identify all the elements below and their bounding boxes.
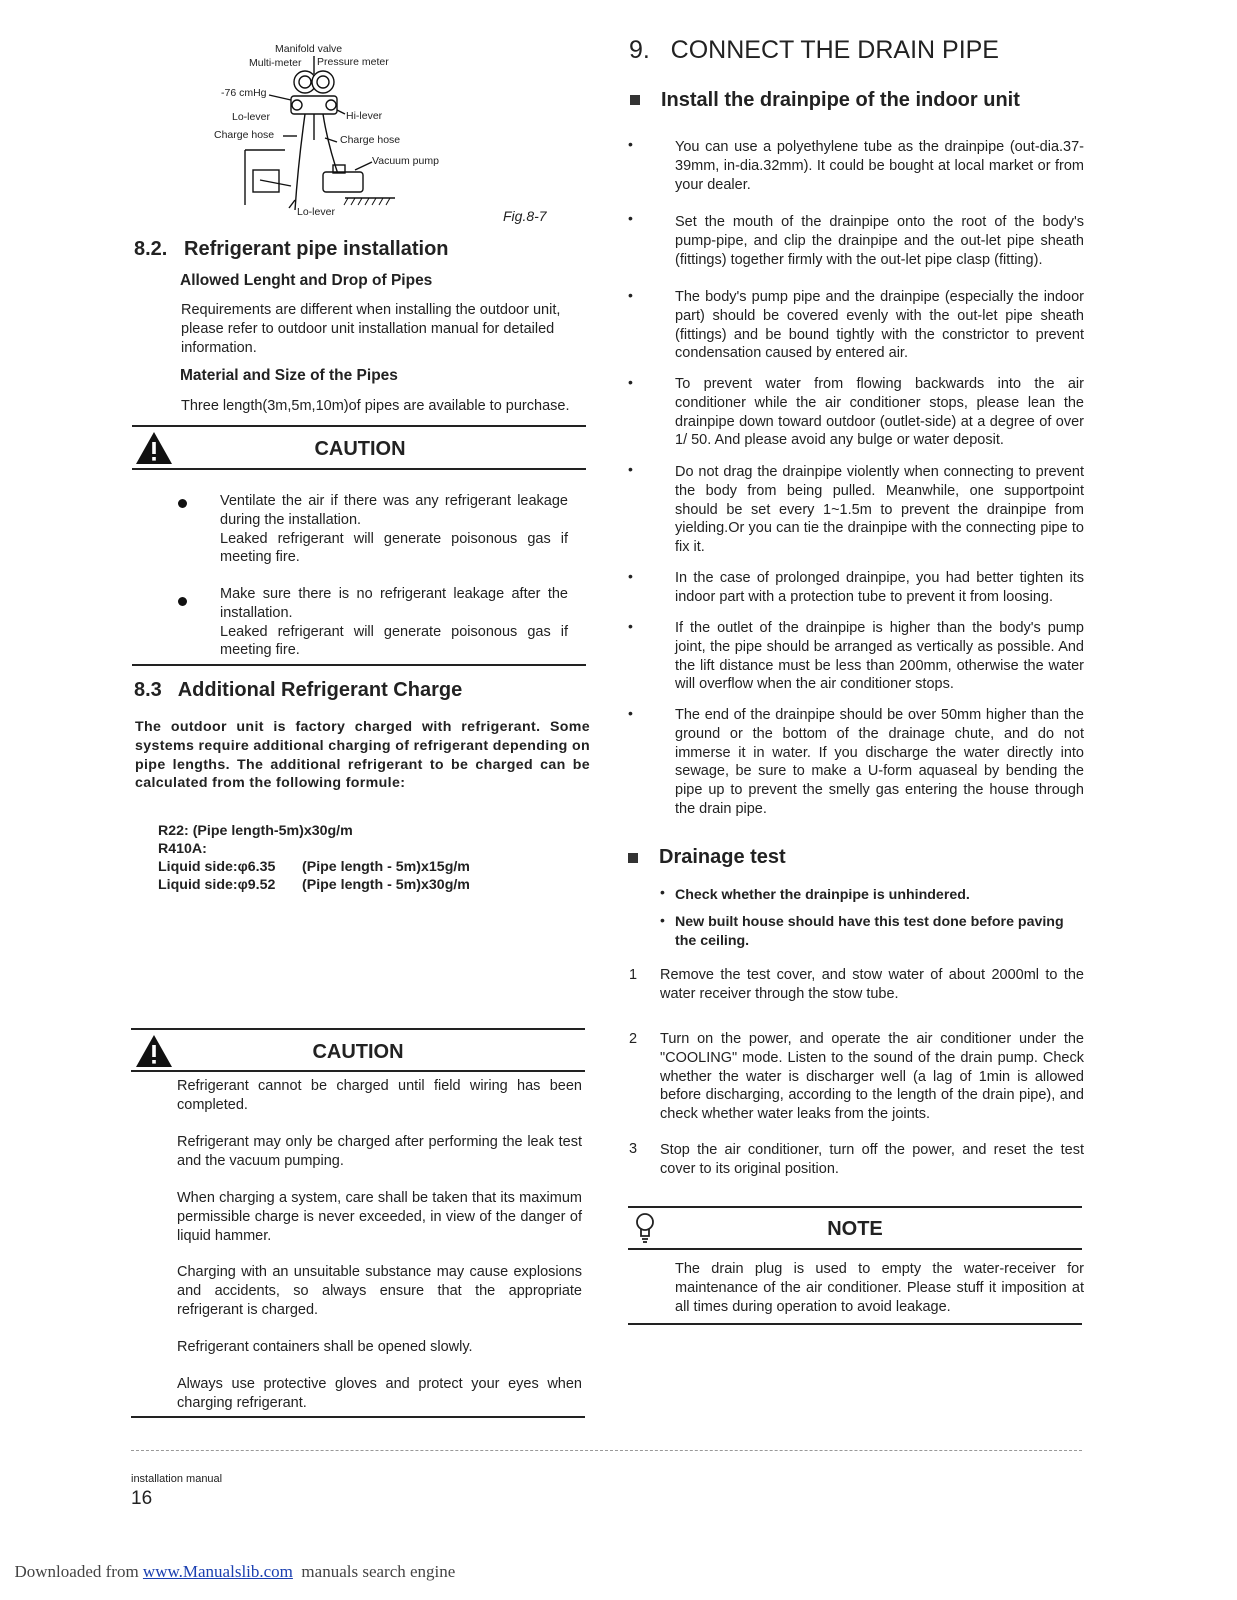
label-multi-meter: Multi-meter [249,57,302,69]
caution1-item-1: Ventilate the air if there was any refrigerant leakage during the installation. Leaked refrigerant will generate poisonous gas if meeting fire. [220,493,568,566]
caution2-paragraph-6: Always use protective gloves and protect your eyes when charging refrigerant. [177,1376,582,1411]
bullet-icon: • [660,912,665,928]
install-item-6: In the case of prolonged drainpipe, you had better tighten its indoor part with a protection tube to prevent it from loosing. [675,570,1084,605]
material-size-text: Three length(3m,5m,10m)of pipes are available to purchase. [181,398,570,414]
caution1-title-rule [132,468,586,470]
install-drainpipe-heading: Install the drainpipe of the indoor unit [661,89,1020,111]
bullet-dot [178,597,187,606]
footer-manual-label: installation manual [131,1473,223,1485]
square-bullet-icon [630,95,640,105]
download-prefix: Downloaded from [14,1562,143,1581]
liquid-side-2-value: (Pipe length - 5m)x30g/m [302,877,470,893]
manifold-diagram [205,40,465,230]
bullet-icon: • [628,210,633,226]
warning-icon [134,430,174,466]
section-8-2-title: 8.2. Refrigerant pipe installation [134,238,449,260]
step-text-1: Remove the test cover, and stow water of about 2000ml to the water receiver through the stow tube. [660,967,1084,1002]
step-text-3: Stop the air conditioner, turn off the power, and reset the test cover to its original position. [660,1142,1084,1177]
step-text-2: Turn on the power, and operate the air conditioner under the "COOLING" mode. Listen to the sound of the drain pump. Check whether the water is discharger well (a lag of 1min is allowed before discharging, according to the length of the drain pipe), and check whether water leaks from the joints. [660,1031,1084,1123]
step-number-1: 1 [629,967,638,983]
bullet-icon: • [628,618,633,634]
drainage-test-bullet-2: New built house should have this test done before paving the ceiling. [675,914,1064,949]
manualslib-link[interactable]: www.Manualslib.com [142,1562,293,1581]
caution2-title: CAUTION [312,1041,404,1063]
material-size-heading: Material and Size of the Pipes [180,367,398,384]
lightbulb-icon [634,1212,656,1246]
drainage-test-heading: Drainage test [659,846,786,868]
step-number-2: 2 [629,1031,638,1047]
warning-icon [134,1033,174,1069]
bullet-dot [178,499,187,508]
drainage-test-bullet-1: Check whether the drainpipe is unhindered. [675,887,970,903]
page-number: 16 [131,1488,153,1509]
caution2-paragraph-5: Refrigerant containers shall be opened slowly. [177,1339,473,1355]
caution2-paragraph-2: Refrigerant may only be charged after performing the leak test and the vacuum pumping. [177,1134,582,1169]
label-charge-hose-right: Charge hose [340,134,401,146]
caution2-paragraph-3: When charging a system, care shall be taken that its maximum permissible charge is never exceeded, in view of the danger of liquid hammer. [177,1190,582,1244]
install-item-2: Set the mouth of the drainpipe onto the root of the body's pump-pipe, and clip the drainpipe and the out-let pipe sheath (fittings) together firmly with the out-let pipe clasp (fitting). [675,214,1084,268]
download-suffix: manuals search engine [292,1562,456,1581]
bullet-icon: • [628,461,633,477]
bullet-icon: • [628,136,633,152]
caution1-title: CAUTION [314,438,406,460]
label-manifold-valve: Manifold valve [275,43,343,55]
formula-r22: R22: (Pipe length-5m)x30g/m [158,823,353,839]
formula-r410a: R410A: [158,841,207,857]
caution1-bottom-rule [132,664,586,666]
label-lo-lever-bottom: Lo-lever [297,206,335,218]
liquid-side-1-value: (Pipe length - 5m)x15g/m [302,859,470,875]
square-bullet-icon [628,853,638,863]
caution2-bottom-rule [131,1416,585,1418]
install-item-5: Do not drag the drainpipe violently when connecting to prevent the body from being pulled. Meanwhile, one supportpoint should be set every 1~1.5m to prevent the drainpipe from yielding.Or you can tie the drainpipe with the connecting pipe to fix it. [675,464,1084,556]
label-vacuum-reading: -76 cmHg [221,87,267,99]
install-item-7: If the outlet of the drainpipe is higher than the body's pump joint, the pipe should be arranged as vertically as possible. And the lift distance must be less than 200mm, otherwise the water will overflow when the air conditioner stops. [675,620,1084,693]
bullet-icon: • [628,287,633,303]
section-8-3-intro: The outdoor unit is factory charged with refrigerant. Some systems require additional charging of refrigerant depending on pipe lengths. The additional refrigerant to be charged can be calculated from the following formule: [135,719,590,792]
caution1-top-rule [132,425,586,427]
liquid-side-1-label: Liquid side:φ6.35 [158,859,276,875]
label-charge-hose-left: Charge hose [214,129,275,141]
section-8-3-title: 8.3 Additional Refrigerant Charge [134,679,463,701]
note-title: NOTE [827,1218,883,1240]
allowed-length-heading: Allowed Lenght and Drop of Pipes [180,272,433,289]
label-vacuum-pump: Vacuum pump [372,155,439,167]
label-pressure-meter: Pressure meter [317,56,389,68]
caution2-title-rule [131,1070,585,1072]
note-text: The drain plug is used to empty the water-receiver for maintenance of the air conditioner. Please stuff it imposition at all times during operation to avoid leakage. [675,1261,1084,1315]
footer-dashed-divider [131,1450,1082,1451]
caution2-paragraph-4: Charging with an unsuitable substance may cause explosions and accidents, so always ensure that the appropriate refrigerant is charged. [177,1264,582,1318]
step-number-3: 3 [629,1141,638,1157]
caution2-paragraph-1: Refrigerant cannot be charged until field wiring has been completed. [177,1078,582,1113]
note-bottom-rule [628,1323,1082,1325]
section-9-title: 9. CONNECT THE DRAIN PIPE [629,36,999,64]
install-item-3: The body's pump pipe and the drainpipe (especially the indoor part) should be covered evenly with the out-let pipe sheath (fittings) and be bound tightly with the constrictor to prevent condensation caused by entered air. [675,289,1084,362]
caution1-item-2: Make sure there is no refrigerant leakage after the installation. Leaked refrigerant will generate poisonous gas if meeting fire. [220,586,568,659]
bullet-icon: • [628,705,633,721]
allowed-length-text: Requirements are different when installing the outdoor unit, please refer to outdoor unit installation manual for detailed information. [181,302,561,356]
note-title-rule [628,1248,1082,1250]
install-item-4: To prevent water from flowing backwards into the air conditioner while the air conditioner stops, please lean the drainpipe down toward outdoor (outlet-side) at a degree of over 1/ 50. And please avoid any bulge or water deposit. [675,376,1084,449]
figure-caption: Fig.8-7 [503,208,547,224]
label-lo-lever-top: Lo-lever [232,111,270,123]
bullet-icon: • [628,374,633,390]
bullet-icon: • [628,568,633,584]
bullet-icon: • [660,884,665,900]
liquid-side-2-label: Liquid side:φ9.52 [158,877,276,893]
install-item-8: The end of the drainpipe should be over 50mm higher than the ground or the bottom of the drainage chute, and do not immerse it in water. If you discharge the water directly into sewage, be sure to make a U-form aquaseal by bending the pipe up to prevent the smelly gas entering the house through the drain pipe. [675,707,1084,817]
install-item-1: You can use a polyethylene tube as the drainpipe (out-dia.37-39mm, in-dia.32mm). It could be bought at local market or from your dealer. [675,139,1084,193]
caution2-top-rule [131,1028,585,1030]
download-notice [6,1542,455,1582]
note-top-rule [628,1206,1082,1208]
label-hi-lever: Hi-lever [346,110,383,122]
